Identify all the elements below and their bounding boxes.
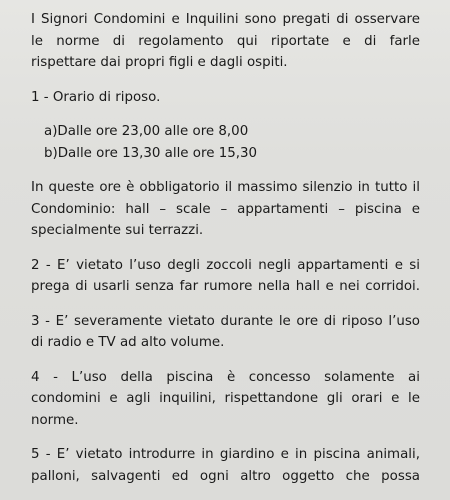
list-item: a)Dalle ore 23,00 alle ore 8,00 — [44, 124, 249, 139]
intro-paragraph — [31, 9, 420, 74]
text-line: 4 - L’uso della piscina è concesso solamente ai — [31, 369, 420, 385]
text-line: I Signori Condomini e Inquilini sono pregati di osservare — [31, 12, 420, 27]
text-line: le norme di regolamento qui riportate e di farle — [31, 33, 420, 49]
text-line: 2 - E’ vietato l’uso degli zoccoli negli appartamenti e si — [31, 257, 420, 273]
text-line: Condominio: hall – scale – appartamenti – piscina e — [31, 201, 420, 217]
text-line: In queste ore è obbligatorio il massimo silenzio in tutto il — [31, 180, 420, 195]
notice-text — [31, 9, 420, 500]
rule-5-paragraph — [31, 444, 420, 487]
list-item: b)Dalle ore 13,30 alle ore 15,30 — [44, 145, 258, 161]
text-line: palloni, salvagenti ed ogni altro oggetto che possa — [31, 468, 420, 484]
text-line: 5 - E’ vietato introdurre in giardino e in piscina animali, — [31, 447, 420, 462]
rule-3-paragraph — [31, 311, 420, 354]
text-line: condomini e agli inquilini, rispettandone gli orari e le — [31, 391, 420, 406]
rule-4-paragraph — [31, 367, 420, 432]
text-line: di radio e TV ad alto volume. — [31, 335, 225, 350]
rule-1-paragraph — [31, 177, 420, 242]
text-line: rispettare dai propri figli e dagli ospiti. — [31, 55, 288, 70]
rule-2-paragraph — [31, 255, 420, 298]
rule-1-title — [31, 87, 420, 109]
rule-1-list — [44, 121, 420, 164]
text-line: specialmente sui terrazzi. — [31, 223, 204, 238]
text-line: 1 - Orario di riposo. — [31, 89, 161, 105]
text-line: norme. — [31, 412, 79, 428]
text-line: 3 - E’ severamente vietato durante le ore di riposo l’uso — [31, 313, 420, 329]
text-line: prega di usarli senza far rumore nella hall e nei corridoi. — [31, 279, 420, 294]
